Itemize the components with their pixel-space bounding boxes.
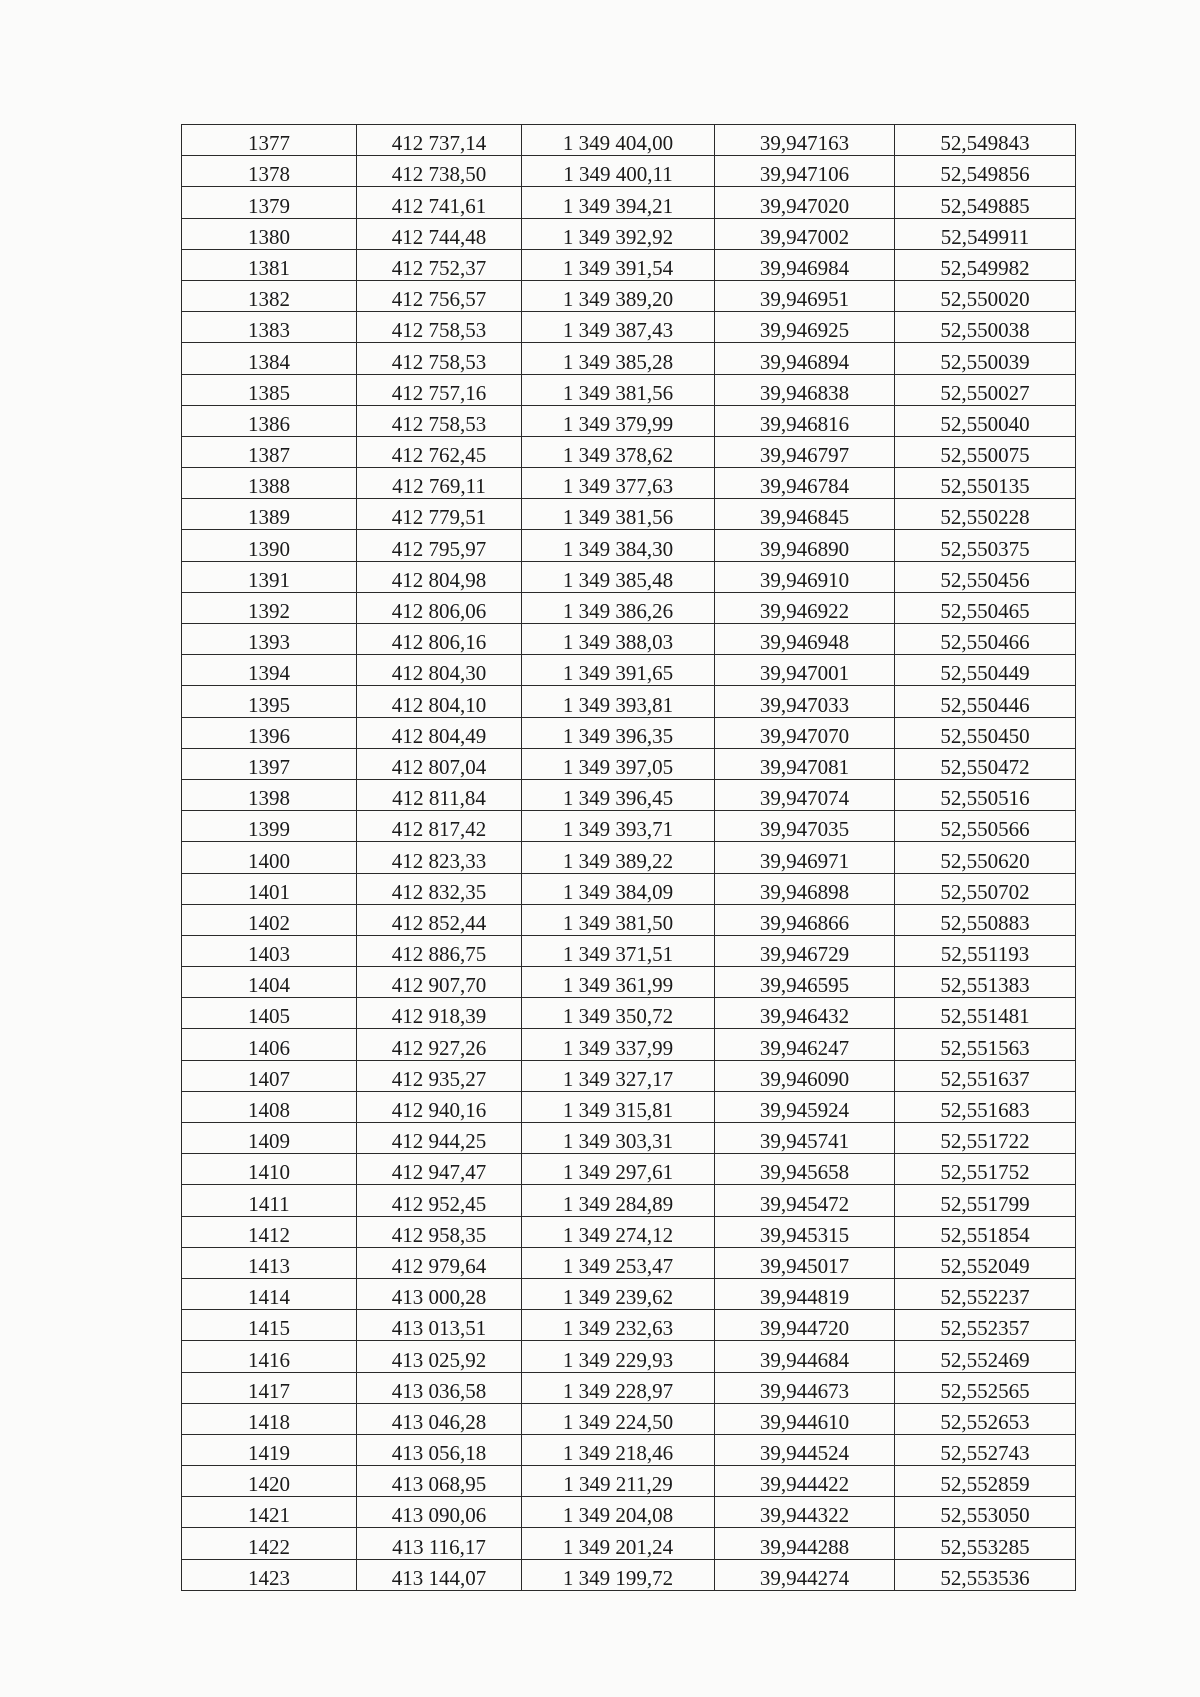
table-row: [182, 1559, 1076, 1590]
y-coordinate-cell: 1 349 381,56: [522, 374, 715, 405]
longitude-cell: 52,550465: [895, 592, 1076, 623]
longitude-cell: 52,550038: [895, 312, 1076, 343]
point-number-cell: 1404: [182, 967, 357, 998]
latitude-cell: 39,946984: [715, 249, 895, 280]
y-coordinate-cell: 1 349 327,17: [522, 1060, 715, 1091]
table-row: [182, 842, 1076, 873]
latitude-cell: 39,946925: [715, 312, 895, 343]
table-row: [182, 1403, 1076, 1434]
x-coordinate-cell: 412 756,57: [357, 280, 522, 311]
longitude-cell: 52,550075: [895, 436, 1076, 467]
latitude-cell: 39,946898: [715, 873, 895, 904]
point-number-cell: 1417: [182, 1372, 357, 1403]
longitude-cell: 52,549885: [895, 187, 1076, 218]
x-coordinate-cell: 412 758,53: [357, 312, 522, 343]
x-coordinate-cell: 412 804,49: [357, 717, 522, 748]
table-row: [182, 1341, 1076, 1372]
table-row: [182, 904, 1076, 935]
longitude-cell: 52,550466: [895, 624, 1076, 655]
y-coordinate-cell: 1 349 396,35: [522, 717, 715, 748]
latitude-cell: 39,947074: [715, 779, 895, 810]
latitude-cell: 39,946866: [715, 904, 895, 935]
longitude-cell: 52,551683: [895, 1091, 1076, 1122]
x-coordinate-cell: 413 144,07: [357, 1559, 522, 1590]
x-coordinate-cell: 412 907,70: [357, 967, 522, 998]
point-number-cell: 1415: [182, 1310, 357, 1341]
x-coordinate-cell: 412 806,16: [357, 624, 522, 655]
x-coordinate-cell: 412 758,53: [357, 405, 522, 436]
table-row: [182, 1528, 1076, 1559]
y-coordinate-cell: 1 349 228,97: [522, 1372, 715, 1403]
x-coordinate-cell: 412 762,45: [357, 436, 522, 467]
y-coordinate-cell: 1 349 393,71: [522, 811, 715, 842]
y-coordinate-cell: 1 349 389,20: [522, 280, 715, 311]
latitude-cell: 39,947001: [715, 655, 895, 686]
x-coordinate-cell: 412 811,84: [357, 779, 522, 810]
point-number-cell: 1391: [182, 561, 357, 592]
table-row: [182, 811, 1076, 842]
x-coordinate-cell: 413 068,95: [357, 1466, 522, 1497]
table-row: [182, 1216, 1076, 1247]
y-coordinate-cell: 1 349 397,05: [522, 748, 715, 779]
y-coordinate-cell: 1 349 392,92: [522, 218, 715, 249]
point-number-cell: 1422: [182, 1528, 357, 1559]
table-row: [182, 1497, 1076, 1528]
x-coordinate-cell: 412 940,16: [357, 1091, 522, 1122]
longitude-cell: 52,551752: [895, 1154, 1076, 1185]
y-coordinate-cell: 1 349 274,12: [522, 1216, 715, 1247]
x-coordinate-cell: 412 804,98: [357, 561, 522, 592]
x-coordinate-cell: 412 769,11: [357, 468, 522, 499]
point-number-cell: 1413: [182, 1247, 357, 1278]
table-row: [182, 1123, 1076, 1154]
y-coordinate-cell: 1 349 404,00: [522, 125, 715, 156]
longitude-cell: 52,552357: [895, 1310, 1076, 1341]
x-coordinate-cell: 412 817,42: [357, 811, 522, 842]
y-coordinate-cell: 1 349 253,47: [522, 1247, 715, 1278]
y-coordinate-cell: 1 349 361,99: [522, 967, 715, 998]
point-number-cell: 1392: [182, 592, 357, 623]
point-number-cell: 1414: [182, 1278, 357, 1309]
x-coordinate-cell: 412 807,04: [357, 748, 522, 779]
latitude-cell: 39,945017: [715, 1247, 895, 1278]
y-coordinate-cell: 1 349 371,51: [522, 935, 715, 966]
x-coordinate-cell: 413 025,92: [357, 1341, 522, 1372]
latitude-cell: 39,946910: [715, 561, 895, 592]
x-coordinate-cell: 412 779,51: [357, 499, 522, 530]
longitude-cell: 52,550449: [895, 655, 1076, 686]
longitude-cell: 52,552859: [895, 1466, 1076, 1497]
latitude-cell: 39,945924: [715, 1091, 895, 1122]
x-coordinate-cell: 412 944,25: [357, 1123, 522, 1154]
table-row: [182, 156, 1076, 187]
latitude-cell: 39,946797: [715, 436, 895, 467]
latitude-cell: 39,946922: [715, 592, 895, 623]
latitude-cell: 39,946432: [715, 998, 895, 1029]
table-row: [182, 530, 1076, 561]
table-row: [182, 218, 1076, 249]
table-row: [182, 592, 1076, 623]
point-number-cell: 1411: [182, 1185, 357, 1216]
latitude-cell: 39,947070: [715, 717, 895, 748]
y-coordinate-cell: 1 349 384,30: [522, 530, 715, 561]
latitude-cell: 39,944684: [715, 1341, 895, 1372]
point-number-cell: 1418: [182, 1403, 357, 1434]
table-row: [182, 249, 1076, 280]
y-coordinate-cell: 1 349 388,03: [522, 624, 715, 655]
point-number-cell: 1381: [182, 249, 357, 280]
y-coordinate-cell: 1 349 218,46: [522, 1434, 715, 1465]
latitude-cell: 39,944288: [715, 1528, 895, 1559]
latitude-cell: 39,944720: [715, 1310, 895, 1341]
table-row: [182, 343, 1076, 374]
y-coordinate-cell: 1 349 391,65: [522, 655, 715, 686]
longitude-cell: 52,551193: [895, 935, 1076, 966]
longitude-cell: 52,549843: [895, 125, 1076, 156]
point-number-cell: 1379: [182, 187, 357, 218]
x-coordinate-cell: 413 046,28: [357, 1403, 522, 1434]
latitude-cell: 39,947002: [715, 218, 895, 249]
x-coordinate-cell: 412 737,14: [357, 125, 522, 156]
y-coordinate-cell: 1 349 377,63: [522, 468, 715, 499]
point-number-cell: 1400: [182, 842, 357, 873]
point-number-cell: 1410: [182, 1154, 357, 1185]
latitude-cell: 39,944610: [715, 1403, 895, 1434]
longitude-cell: 52,551854: [895, 1216, 1076, 1247]
latitude-cell: 39,944524: [715, 1434, 895, 1465]
y-coordinate-cell: 1 349 239,62: [522, 1278, 715, 1309]
longitude-cell: 52,551563: [895, 1029, 1076, 1060]
latitude-cell: 39,946816: [715, 405, 895, 436]
y-coordinate-cell: 1 349 211,29: [522, 1466, 715, 1497]
y-coordinate-cell: 1 349 387,43: [522, 312, 715, 343]
point-number-cell: 1387: [182, 436, 357, 467]
y-coordinate-cell: 1 349 232,63: [522, 1310, 715, 1341]
longitude-cell: 52,552237: [895, 1278, 1076, 1309]
y-coordinate-cell: 1 349 224,50: [522, 1403, 715, 1434]
longitude-cell: 52,550135: [895, 468, 1076, 499]
x-coordinate-cell: 413 056,18: [357, 1434, 522, 1465]
longitude-cell: 52,550039: [895, 343, 1076, 374]
table-row: [182, 468, 1076, 499]
point-number-cell: 1419: [182, 1434, 357, 1465]
coordinates-table-body: [182, 125, 1076, 1591]
point-number-cell: 1396: [182, 717, 357, 748]
point-number-cell: 1390: [182, 530, 357, 561]
y-coordinate-cell: 1 349 378,62: [522, 436, 715, 467]
longitude-cell: 52,549911: [895, 218, 1076, 249]
x-coordinate-cell: 412 918,39: [357, 998, 522, 1029]
y-coordinate-cell: 1 349 381,50: [522, 904, 715, 935]
x-coordinate-cell: 412 886,75: [357, 935, 522, 966]
latitude-cell: 39,946971: [715, 842, 895, 873]
longitude-cell: 52,553285: [895, 1528, 1076, 1559]
x-coordinate-cell: 412 804,10: [357, 686, 522, 717]
y-coordinate-cell: 1 349 199,72: [522, 1559, 715, 1590]
point-number-cell: 1394: [182, 655, 357, 686]
longitude-cell: 52,551383: [895, 967, 1076, 998]
point-number-cell: 1385: [182, 374, 357, 405]
x-coordinate-cell: 412 804,30: [357, 655, 522, 686]
x-coordinate-cell: 412 795,97: [357, 530, 522, 561]
point-number-cell: 1382: [182, 280, 357, 311]
longitude-cell: 52,552743: [895, 1434, 1076, 1465]
point-number-cell: 1401: [182, 873, 357, 904]
x-coordinate-cell: 413 090,06: [357, 1497, 522, 1528]
longitude-cell: 52,553050: [895, 1497, 1076, 1528]
latitude-cell: 39,946838: [715, 374, 895, 405]
y-coordinate-cell: 1 349 393,81: [522, 686, 715, 717]
latitude-cell: 39,947033: [715, 686, 895, 717]
coordinates-table: [181, 124, 1076, 1591]
latitude-cell: 39,947081: [715, 748, 895, 779]
table-row: [182, 935, 1076, 966]
y-coordinate-cell: 1 349 379,99: [522, 405, 715, 436]
point-number-cell: 1388: [182, 468, 357, 499]
table-row: [182, 405, 1076, 436]
y-coordinate-cell: 1 349 381,56: [522, 499, 715, 530]
point-number-cell: 1416: [182, 1341, 357, 1372]
table-row: [182, 686, 1076, 717]
x-coordinate-cell: 412 832,35: [357, 873, 522, 904]
point-number-cell: 1405: [182, 998, 357, 1029]
longitude-cell: 52,550702: [895, 873, 1076, 904]
point-number-cell: 1380: [182, 218, 357, 249]
table-row: [182, 873, 1076, 904]
table-row: [182, 561, 1076, 592]
longitude-cell: 52,550883: [895, 904, 1076, 935]
latitude-cell: 39,944673: [715, 1372, 895, 1403]
latitude-cell: 39,946090: [715, 1060, 895, 1091]
latitude-cell: 39,944322: [715, 1497, 895, 1528]
point-number-cell: 1412: [182, 1216, 357, 1247]
y-coordinate-cell: 1 349 303,31: [522, 1123, 715, 1154]
point-number-cell: 1403: [182, 935, 357, 966]
latitude-cell: 39,946595: [715, 967, 895, 998]
longitude-cell: 52,551637: [895, 1060, 1076, 1091]
longitude-cell: 52,550566: [895, 811, 1076, 842]
longitude-cell: 52,550446: [895, 686, 1076, 717]
longitude-cell: 52,551722: [895, 1123, 1076, 1154]
point-number-cell: 1408: [182, 1091, 357, 1122]
x-coordinate-cell: 412 927,26: [357, 1029, 522, 1060]
table-row: [182, 998, 1076, 1029]
x-coordinate-cell: 412 958,35: [357, 1216, 522, 1247]
y-coordinate-cell: 1 349 284,89: [522, 1185, 715, 1216]
x-coordinate-cell: 413 036,58: [357, 1372, 522, 1403]
y-coordinate-cell: 1 349 394,21: [522, 187, 715, 218]
table-row: [182, 1029, 1076, 1060]
table-row: [182, 1091, 1076, 1122]
table-row: [182, 499, 1076, 530]
longitude-cell: 52,549856: [895, 156, 1076, 187]
latitude-cell: 39,946894: [715, 343, 895, 374]
y-coordinate-cell: 1 349 391,54: [522, 249, 715, 280]
table-row: [182, 967, 1076, 998]
table-row: [182, 717, 1076, 748]
latitude-cell: 39,947020: [715, 187, 895, 218]
latitude-cell: 39,946784: [715, 468, 895, 499]
point-number-cell: 1383: [182, 312, 357, 343]
table-row: [182, 1466, 1076, 1497]
x-coordinate-cell: 413 013,51: [357, 1310, 522, 1341]
table-row: [182, 374, 1076, 405]
latitude-cell: 39,945315: [715, 1216, 895, 1247]
table-row: [182, 312, 1076, 343]
y-coordinate-cell: 1 349 201,24: [522, 1528, 715, 1559]
x-coordinate-cell: 412 852,44: [357, 904, 522, 935]
longitude-cell: 52,553536: [895, 1559, 1076, 1590]
point-number-cell: 1386: [182, 405, 357, 436]
point-number-cell: 1423: [182, 1559, 357, 1590]
table-row: [182, 436, 1076, 467]
latitude-cell: 39,946247: [715, 1029, 895, 1060]
table-row: [182, 1310, 1076, 1341]
latitude-cell: 39,944819: [715, 1278, 895, 1309]
y-coordinate-cell: 1 349 350,72: [522, 998, 715, 1029]
latitude-cell: 39,944274: [715, 1559, 895, 1590]
latitude-cell: 39,946845: [715, 499, 895, 530]
point-number-cell: 1402: [182, 904, 357, 935]
y-coordinate-cell: 1 349 385,48: [522, 561, 715, 592]
x-coordinate-cell: 412 744,48: [357, 218, 522, 249]
longitude-cell: 52,552469: [895, 1341, 1076, 1372]
longitude-cell: 52,551481: [895, 998, 1076, 1029]
y-coordinate-cell: 1 349 337,99: [522, 1029, 715, 1060]
x-coordinate-cell: 412 757,16: [357, 374, 522, 405]
point-number-cell: 1406: [182, 1029, 357, 1060]
y-coordinate-cell: 1 349 315,81: [522, 1091, 715, 1122]
point-number-cell: 1393: [182, 624, 357, 655]
y-coordinate-cell: 1 349 229,93: [522, 1341, 715, 1372]
latitude-cell: 39,947163: [715, 125, 895, 156]
latitude-cell: 39,946951: [715, 280, 895, 311]
point-number-cell: 1389: [182, 499, 357, 530]
table-row: [182, 187, 1076, 218]
latitude-cell: 39,945741: [715, 1123, 895, 1154]
point-number-cell: 1420: [182, 1466, 357, 1497]
latitude-cell: 39,947035: [715, 811, 895, 842]
longitude-cell: 52,550450: [895, 717, 1076, 748]
y-coordinate-cell: 1 349 389,22: [522, 842, 715, 873]
longitude-cell: 52,550375: [895, 530, 1076, 561]
table-row: [182, 1185, 1076, 1216]
point-number-cell: 1378: [182, 156, 357, 187]
point-number-cell: 1384: [182, 343, 357, 374]
latitude-cell: 39,945658: [715, 1154, 895, 1185]
point-number-cell: 1398: [182, 779, 357, 810]
y-coordinate-cell: 1 349 386,26: [522, 592, 715, 623]
table-row: [182, 1154, 1076, 1185]
table-row: [182, 125, 1076, 156]
x-coordinate-cell: 412 947,47: [357, 1154, 522, 1185]
point-number-cell: 1377: [182, 125, 357, 156]
x-coordinate-cell: 412 752,37: [357, 249, 522, 280]
latitude-cell: 39,947106: [715, 156, 895, 187]
longitude-cell: 52,552049: [895, 1247, 1076, 1278]
longitude-cell: 52,552565: [895, 1372, 1076, 1403]
point-number-cell: 1407: [182, 1060, 357, 1091]
latitude-cell: 39,944422: [715, 1466, 895, 1497]
x-coordinate-cell: 412 935,27: [357, 1060, 522, 1091]
y-coordinate-cell: 1 349 384,09: [522, 873, 715, 904]
y-coordinate-cell: 1 349 396,45: [522, 779, 715, 810]
latitude-cell: 39,946729: [715, 935, 895, 966]
point-number-cell: 1397: [182, 748, 357, 779]
y-coordinate-cell: 1 349 204,08: [522, 1497, 715, 1528]
x-coordinate-cell: 412 823,33: [357, 842, 522, 873]
longitude-cell: 52,550020: [895, 280, 1076, 311]
x-coordinate-cell: 412 952,45: [357, 1185, 522, 1216]
y-coordinate-cell: 1 349 385,28: [522, 343, 715, 374]
x-coordinate-cell: 412 806,06: [357, 592, 522, 623]
x-coordinate-cell: 413 000,28: [357, 1278, 522, 1309]
longitude-cell: 52,550620: [895, 842, 1076, 873]
point-number-cell: 1421: [182, 1497, 357, 1528]
point-number-cell: 1395: [182, 686, 357, 717]
point-number-cell: 1399: [182, 811, 357, 842]
y-coordinate-cell: 1 349 297,61: [522, 1154, 715, 1185]
table-row: [182, 748, 1076, 779]
longitude-cell: 52,550456: [895, 561, 1076, 592]
longitude-cell: 52,549982: [895, 249, 1076, 280]
table-row: [182, 1278, 1076, 1309]
table-row: [182, 1247, 1076, 1278]
x-coordinate-cell: 413 116,17: [357, 1528, 522, 1559]
x-coordinate-cell: 412 741,61: [357, 187, 522, 218]
point-number-cell: 1409: [182, 1123, 357, 1154]
longitude-cell: 52,550040: [895, 405, 1076, 436]
table-row: [182, 624, 1076, 655]
table-row: [182, 779, 1076, 810]
table-row: [182, 1434, 1076, 1465]
x-coordinate-cell: 412 738,50: [357, 156, 522, 187]
latitude-cell: 39,945472: [715, 1185, 895, 1216]
latitude-cell: 39,946890: [715, 530, 895, 561]
longitude-cell: 52,550472: [895, 748, 1076, 779]
table-row: [182, 1372, 1076, 1403]
table-row: [182, 280, 1076, 311]
x-coordinate-cell: 412 758,53: [357, 343, 522, 374]
x-coordinate-cell: 412 979,64: [357, 1247, 522, 1278]
longitude-cell: 52,550516: [895, 779, 1076, 810]
longitude-cell: 52,552653: [895, 1403, 1076, 1434]
latitude-cell: 39,946948: [715, 624, 895, 655]
longitude-cell: 52,551799: [895, 1185, 1076, 1216]
longitude-cell: 52,550027: [895, 374, 1076, 405]
y-coordinate-cell: 1 349 400,11: [522, 156, 715, 187]
table-row: [182, 1060, 1076, 1091]
table-row: [182, 655, 1076, 686]
longitude-cell: 52,550228: [895, 499, 1076, 530]
